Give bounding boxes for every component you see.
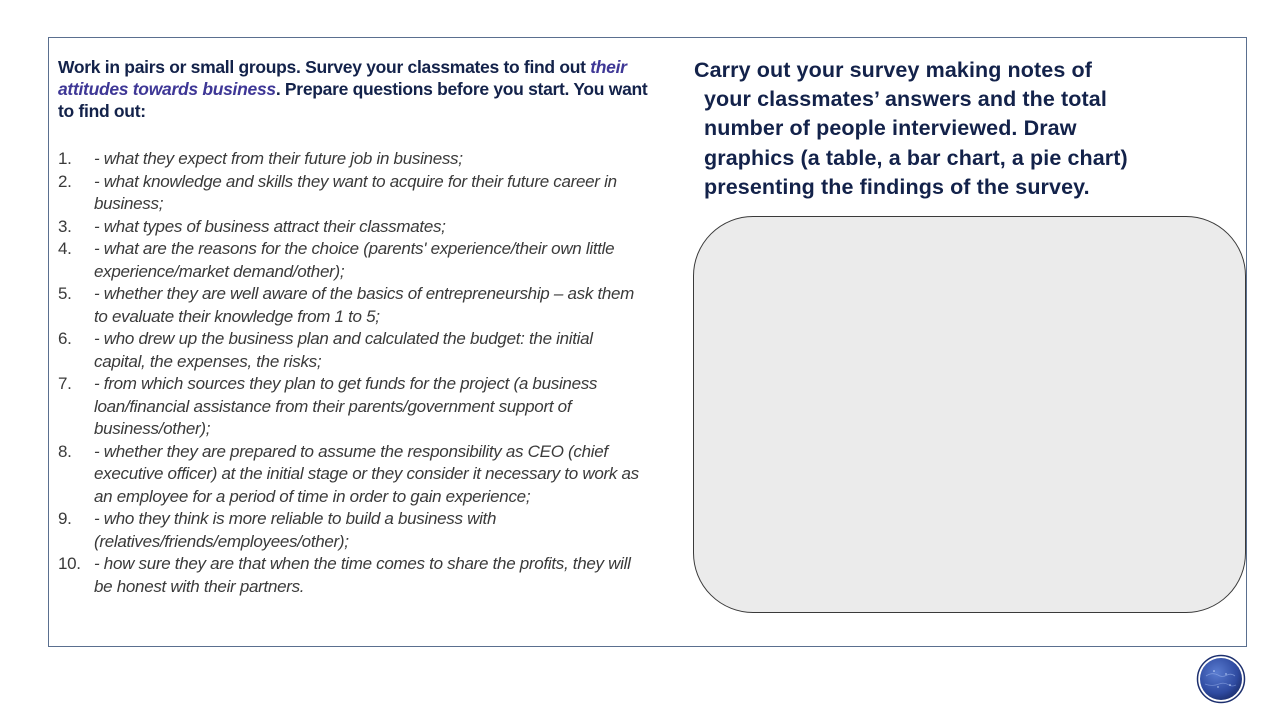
list-item (58, 148, 648, 171)
list-item (58, 328, 648, 373)
globe-icon (1196, 654, 1246, 704)
list-item-text: - whether they are well aware of the basics of entrepreneurship – ask them to evaluate their knowledge from 1 to 5; (94, 284, 635, 326)
list-item-number: 7. (58, 374, 72, 393)
list-item (58, 508, 648, 553)
list-item-number: 2. (58, 171, 72, 191)
answer-area[interactable] (693, 216, 1246, 613)
survey-questions-list (58, 148, 648, 598)
list-item-number: 10. (58, 554, 81, 573)
instructions-column (58, 56, 648, 598)
list-item-number: 5. (58, 284, 72, 303)
list-item-number: 6. (58, 329, 72, 348)
list-item-text: - who drew up the business plan and calculated the budget: the initial capital, the expenses, the risks; (94, 329, 593, 371)
list-item-number: 3. (58, 216, 72, 236)
list-item-text: - what are the reasons for the choice (parents' experience/their own little experience/market demand/other); (94, 239, 615, 281)
list-item-text: - what they expect from their future job in business; (94, 149, 463, 168)
list-item (58, 171, 648, 216)
intro-paragraph (58, 56, 648, 122)
task-line: graphics (a table, a bar chart, a pie chart) (704, 145, 1128, 170)
list-item-text: - what knowledge and skills they want to acquire for their future career in business; (94, 171, 617, 213)
list-item-number: 4. (58, 239, 72, 258)
intro-text-end: . Prepare questions before you start. You want to find out: (58, 79, 648, 121)
list-item-text: - who they think is more reliable to build a business with (relatives/friends/employees/other); (94, 509, 497, 551)
task-instructions (694, 56, 1214, 202)
intro-emphasis: their attitudes towards business (58, 57, 627, 99)
list-item (58, 283, 648, 328)
list-item (58, 373, 648, 441)
list-item (58, 216, 648, 239)
list-item-number: 9. (58, 509, 72, 528)
list-item-number: 1. (58, 149, 72, 168)
list-item (58, 441, 648, 509)
list-item-text: - what types of business attract their classmates; (94, 216, 446, 236)
task-line: presenting the findings of the survey. (704, 174, 1090, 199)
list-item-text: - whether they are prepared to assume the responsibility as CEO (chief executive officer) at the initial stage or they consider it necessary to work as an employee for a period of time in order to gain experience; (94, 441, 639, 506)
task-line: number of people interviewed. Draw (704, 116, 1077, 141)
list-item-number: 8. (58, 441, 72, 461)
list-item (58, 553, 648, 598)
list-item-text: - how sure they are that when the time comes to share the profits, they will be honest with their partners. (94, 554, 631, 596)
task-line: Carry out your survey making notes of (694, 58, 1092, 82)
task-line: your classmates’ answers and the total (704, 87, 1107, 112)
list-item-text: - from which sources they plan to get funds for the project (a business loan/financial assistance from their parents/government support of business/other); (94, 374, 598, 438)
list-item (58, 238, 648, 283)
intro-text-start: Work in pairs or small groups. Survey your classmates to find out (58, 57, 591, 77)
